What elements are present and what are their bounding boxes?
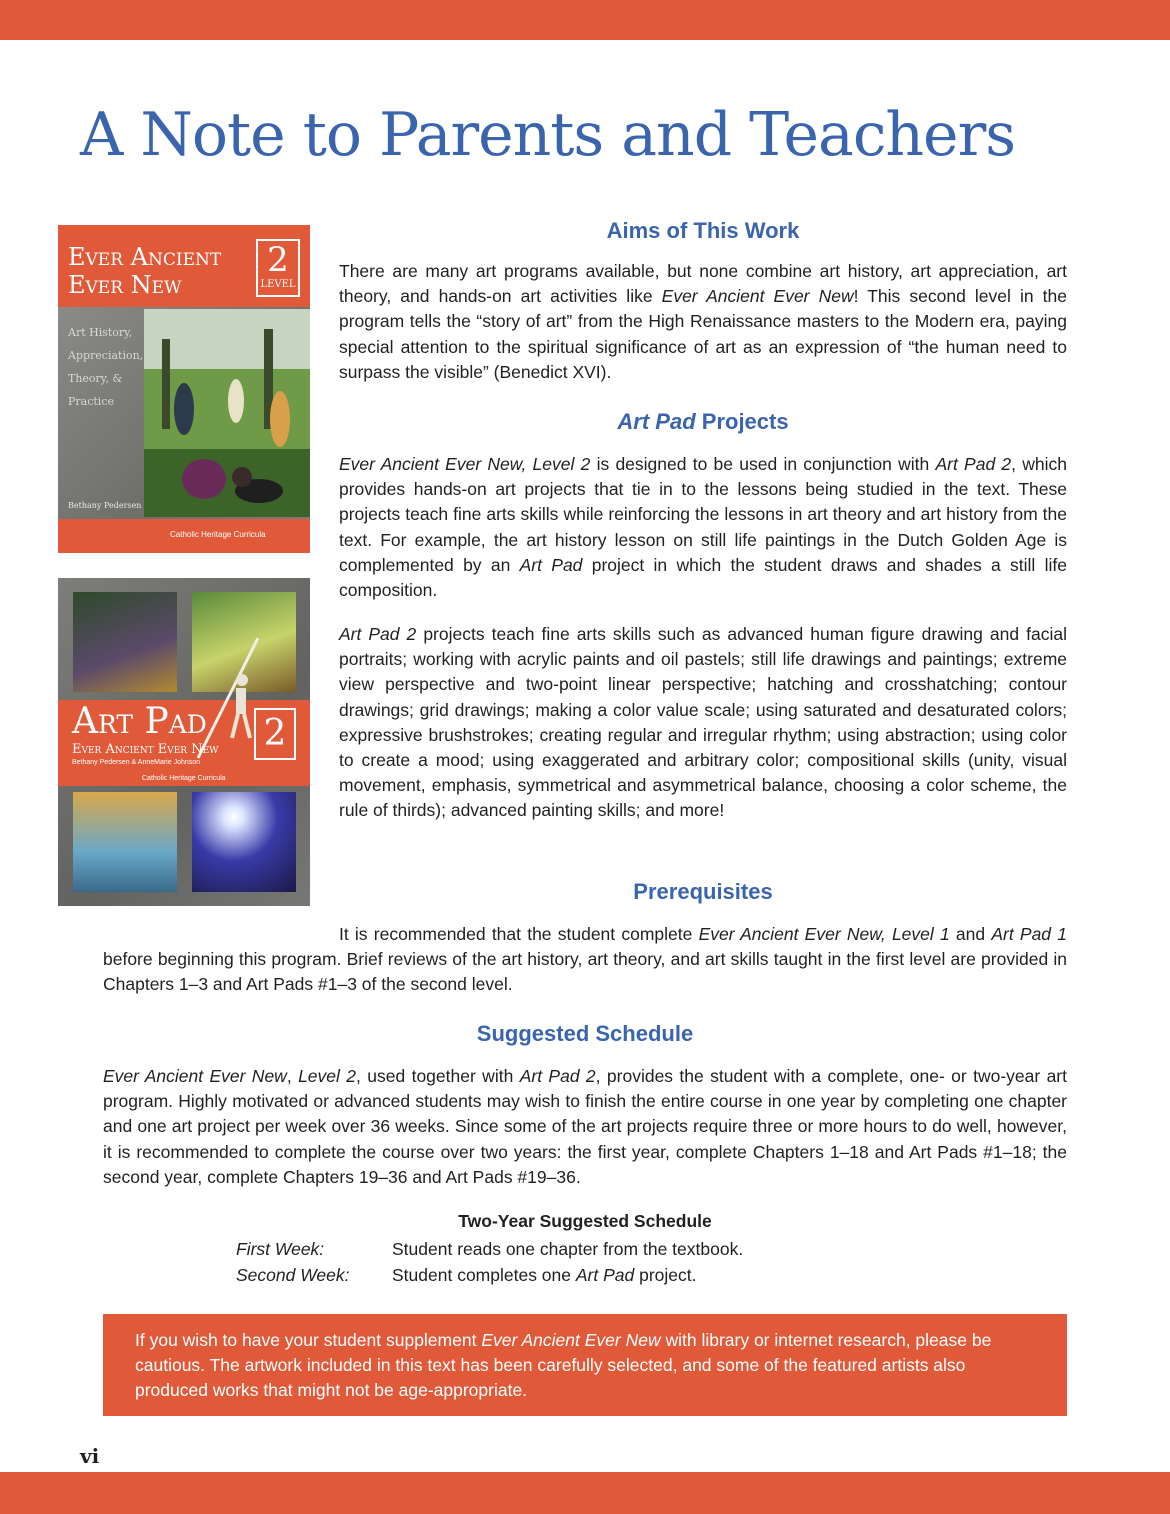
cover-painting [144,309,310,517]
cover-title-line2: Ever New [68,271,182,299]
prerequisites-heading: Prerequisites [633,879,773,904]
schedule-row-key: Second Week: [236,1265,350,1285]
cover-subtitle: Art History, Appreciation, Theory, & Practice [68,326,144,408]
top-color-band [0,0,1170,40]
art-pad-publisher: Catholic Heritage Curricula [142,775,226,782]
page-number: vi [80,1444,100,1468]
schedule-row2-artpad: Art Pad [575,1265,635,1285]
prereq-text-a: It is recommended that the student complete [339,924,699,944]
schedule-text-a: , [286,1066,299,1086]
schedule-title-1: Ever Ancient Ever New [103,1066,287,1086]
schedule-row-key: First Week: [236,1239,325,1259]
projects-p1-artpad: Art Pad 2 [935,454,1012,474]
prerequisites-paragraph [103,922,1067,998]
aims-text-2: ! This second level in the program tells the “story of art” from the High Renaissance masters to the Modern era, paying special attention to the spiritual significance of art as an expression of “the human need to surpass the visible” (Benedict XVI). [339,286,1067,382]
projects-p1-title: Ever Ancient Ever New, Level 2 [339,454,591,474]
cover-level-number: 2 [267,240,289,280]
schedule-row2-text-a: Student completes one [392,1265,576,1285]
park-scene-illustration [144,309,310,517]
aims-paragraph [339,259,1067,385]
schedule-title-3: Art Pad 2 [519,1066,596,1086]
aims-text-1: There are many art programs available, but none combine art history, art appreciation, art theory, and hands-on art activities like [339,261,1067,307]
bottom-color-band [0,1472,1170,1514]
page-title: A Note to Parents and Teachers [80,100,1016,170]
cover-title [68,243,221,299]
schedule-row-value [392,1263,697,1288]
projects-p1-text-a: is designed to be used in conjunction with [590,454,936,474]
caution-callout-box [103,1314,1067,1416]
callout-title: Ever Ancient Ever New [481,1330,661,1350]
schedule-text-c: , provides the student with a complete, one- or two-year art program. Highly motivated or advanced students may wish to finish the entire course in one year by completing one chapter and one art project per week over 36 weeks. Since some of the art projects require three or more hours to do well, however, it is recommended to complete the course over two years: the first year, complete Chapters 1–18 and Art Pads #1–18; the second year, complete Chapters 19–36 and Art Pads #19–36. [103,1066,1067,1187]
schedule-text-b: , used together with [356,1066,520,1086]
prereq-text-c: before beginning this program. Brief reviews of the art history, art theory, and art skills taught in the first level are provided in Chapters 1–3 and Art Pads #1–3 of the second level. [103,949,1067,995]
projects-p2-text: projects teach fine arts skills such as advanced human figure drawing and facial portraits; working with acrylic paints and oil pastels; still life drawings and paintings; extreme view perspective and two-point linear perspective; hatching and crosshatching; contour drawings; grid drawings; making a color value scale; using saturated and desaturated colors; expressive brushstrokes; creating regular and irregular rhythm; using abstraction; using color to create a mood; using exaggerated and arbitrary color; compositional skills (unity, visual movement, emphasis, symmetrical and asymmetrical balance, choosing a color scheme, the rule of thirds); advanced painting skills; and more! [339,624,1067,821]
art-pad-authors: Bethany Pedersen & AnneMarie Johnson [72,759,201,766]
schedule-title-2: Level 2 [298,1066,357,1086]
art-pad-title: Art Pad [72,701,207,742]
projects-p1-text-c: project in which the student draws and shades a still life composition. [339,554,1067,601]
art-pad-cover-image [58,578,310,906]
projects-heading-italic: Art Pad [617,409,696,434]
aims-heading: Aims of This Work [606,218,800,243]
cover-title-line1: Ever Ancient [68,243,222,271]
prereq-title-1: Ever Ancient Ever New, Level 1 [698,924,950,944]
callout-text-a: If you wish to have your student supplement [135,1330,482,1350]
cover-level-badge [256,239,300,297]
cover-publisher: Catholic Heritage Curricula [170,530,266,539]
callout-text-b: with library or internet research, please be cautious. The artwork included in this text has been carefully selected, and some of the featured artists also produced works that might not be age-appropriate. [135,1330,992,1401]
schedule-heading: Suggested Schedule [476,1021,694,1046]
projects-p2-title: Art Pad 2 [339,624,417,644]
projects-paragraph-1 [339,452,1067,603]
art-pad-level-badge: 2 [254,708,296,760]
textbook-cover-image [58,225,310,553]
schedule-row-value: Student reads one chapter from the textbook. [392,1239,744,1259]
cover-level-label: LEVEL [260,279,296,290]
cover-tile-chalice [73,592,177,692]
pencil-figure-icon [188,638,268,768]
prereq-title-2: Art Pad 1 [991,924,1067,944]
art-pad-subtitle: Ever Ancient Ever New [72,742,219,757]
prereq-text-b: and [949,924,992,944]
cover-tile-moon [192,792,296,892]
projects-paragraph-2 [339,622,1067,824]
projects-p1-artpad-2: Art Pad [519,554,583,575]
projects-heading-text: Projects [695,409,789,434]
schedule-paragraph [103,1064,1067,1190]
projects-p1-text-b: , which provides hands-on art projects that tie in to the lessons being studied in the text. These projects teach fine arts skills while reinforcing the lessons in art theory and art history from the text. For example, the art history lesson on still life paintings in the Dutch Golden Age is complemented by an [339,454,1067,575]
cover-author: Bethany Pedersen [68,501,142,510]
aims-text-title: Ever Ancient Ever New [661,286,854,307]
schedule-table-caption: Two-Year Suggested Schedule [458,1211,712,1231]
projects-heading [339,409,1067,435]
schedule-row2-text-b: project. [634,1265,697,1285]
cover-tile-city [73,792,177,892]
